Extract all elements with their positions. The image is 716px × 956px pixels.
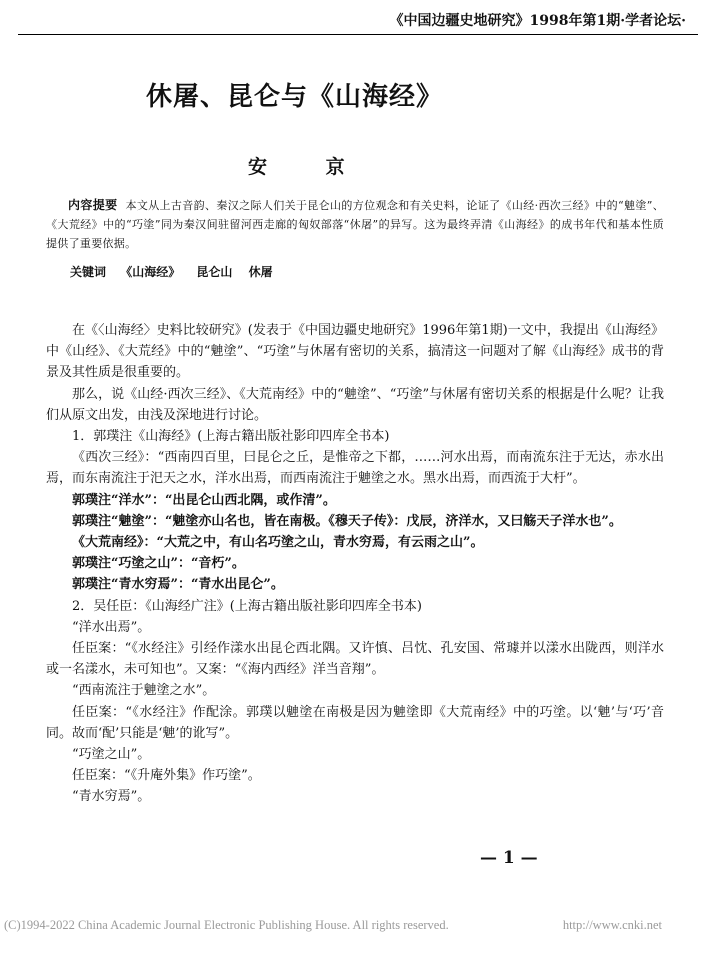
- keywords: [46, 263, 664, 280]
- author-name: 安 京: [248, 156, 371, 178]
- body-paragraph: 任臣案：“《水经注》作配涂。郭璞以䰠塗在南极是因为䰠塗即《大荒南经》中的巧塗。以‘䰠’与‘巧’音同。故而‘配’只能是‘䰠’的讹写”。: [46, 704, 664, 741]
- keyword: 《山海经》: [120, 265, 181, 279]
- body-paragraph: “洋水出焉”。: [72, 619, 151, 635]
- footer-url: http://www.cnki.net: [562, 918, 662, 932]
- body-paragraph: 那么，说《山经·西次三经》、《大荒南经》中的“䰠塗”、“巧塗”与休屠有密切关系的根据是什么呢？让我们从原文出发，由浅及深地进行讨论。: [46, 386, 664, 423]
- body-paragraph: 1．郭璞注《山海经》(上海古籍出版社影印四库全书本): [72, 429, 390, 445]
- keywords-label: 关键词: [70, 265, 107, 279]
- copyright-footer: [4, 918, 712, 933]
- abstract-label: 内容提要: [68, 198, 118, 212]
- body-paragraph: 任臣案：“《升庵外集》作巧塗”。: [72, 768, 261, 784]
- abstract-text: 本文从上古音韵、秦汉之际人们关于昆仑山的方位观念和有关史料，论证了《山经·西次三经》中的“䰠塗”、《大荒经》中的“巧塗”同为秦汉间驻留河西走廊的匈奴部落“休屠”的异写。这为最终弄清《山海经》的成书年代和基本性质提供了重要依据。: [46, 199, 664, 250]
- body-paragraph: 2．吴任臣：《山海经广注》(上海古籍出版社影印四库全书本): [72, 598, 422, 614]
- body-paragraph: 郭璞注“巧塗之山”：“音朽”。: [72, 556, 245, 572]
- body-paragraph: “巧塗之山”。: [72, 747, 151, 763]
- body-paragraph: 《西次三经》：“西南四百里，曰昆仑之丘，是惟帝之下都，……河水出焉，而南流东注于无达，赤水出焉，而东南流注于汜天之水，洋水出焉，而西南流注于䰠塗之水。黑水出焉，而西流于大杅”。: [46, 450, 664, 487]
- abstract: [46, 196, 664, 253]
- body-paragraph: 《大荒南经》：“大荒之中，有山名巧塗之山，青水穷焉，有云雨之山”。: [72, 535, 484, 551]
- header-rule: [18, 34, 698, 35]
- body-paragraph: 郭璞注“洋水”：“出昆仑山西北隅，或作清”。: [72, 492, 336, 508]
- article-title: 休屠、昆仑与《山海经》: [146, 82, 444, 112]
- page-number: — 1 —: [480, 848, 538, 868]
- article-body: [46, 320, 664, 808]
- keyword: 昆仑山: [196, 265, 233, 279]
- body-paragraph: 任臣案：“《水经注》引经作漾水出昆仑西北隅。又许慎、吕忱、孔安国、常璩并以漾水出陇西，则洋水或一名漾水，未可知也”。又案：“《海内西经》洋当音翔”。: [46, 641, 664, 678]
- body-paragraph: “西南流注于䰠塗之水”。: [72, 683, 216, 699]
- body-paragraph: 郭璞注“䰠塗”：“䰠塗亦山名也，皆在南极。《穆天子传》：戊辰，济洋水，又曰觞天子洋水也”。: [72, 513, 622, 529]
- body-paragraph: 在《〈山海经〉史料比较研究》(发表于《中国边疆史地研究》1996年第1期)一文中，我提出《山海经》中《山经》、《大荒经》中的“䰠塗”、“巧塗”与休屠有密切的关系，搞清这一问题对了解《山海经》成书的背景及其性质是很重要的。: [46, 323, 664, 381]
- running-head: 《中国边疆史地研究》1998年第1期·学者论坛·: [389, 13, 686, 29]
- copyright-text: (C)1994-2022 China Academic Journal Electronic Publishing House. All rights reserved.: [4, 918, 449, 932]
- body-paragraph: “青水穷焉”。: [72, 789, 151, 805]
- keyword: 休屠: [248, 265, 273, 279]
- body-paragraph: 郭璞注“青水穷焉”：“青水出昆仑”。: [72, 577, 284, 593]
